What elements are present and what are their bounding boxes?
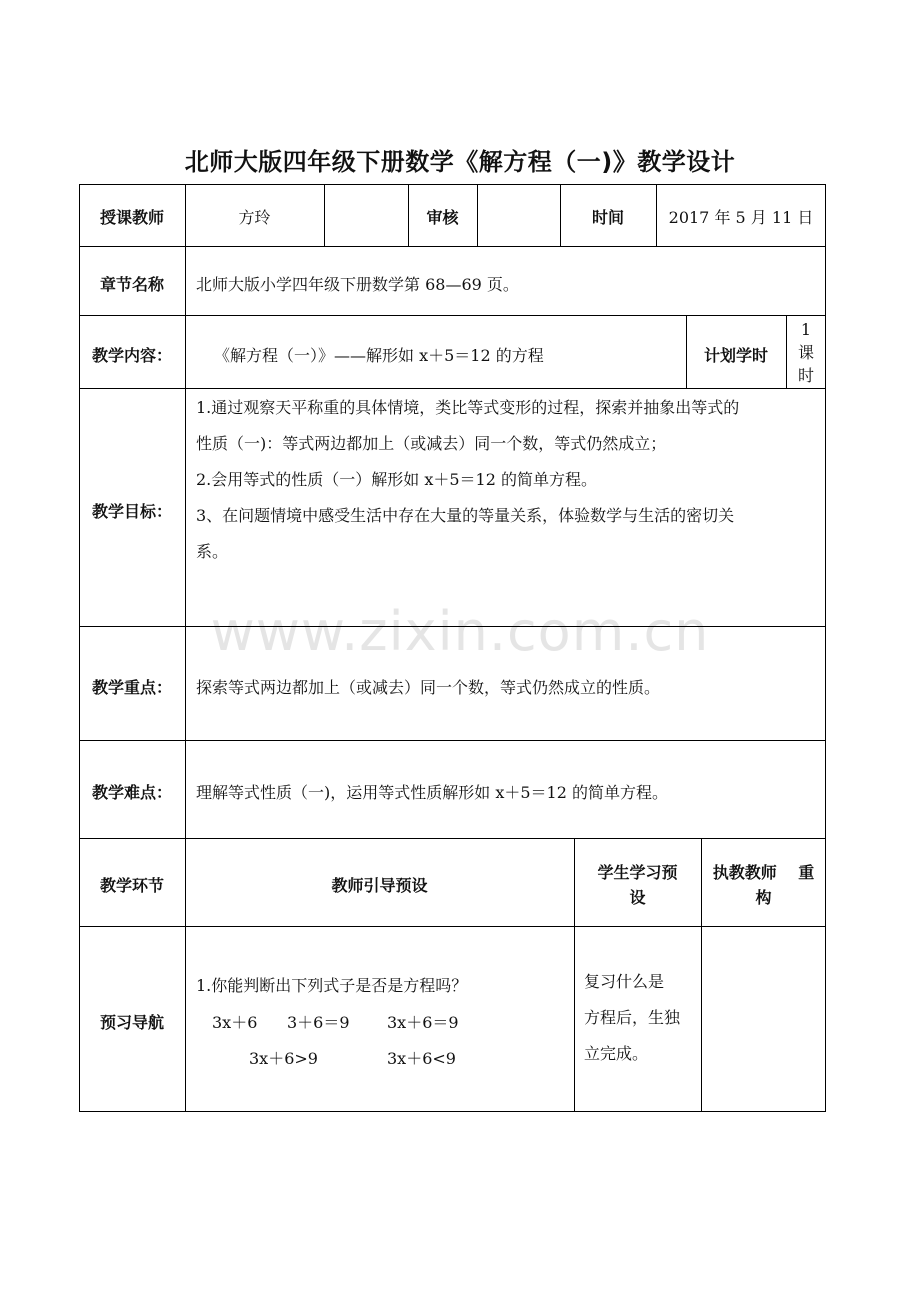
preview-question: 1.你能判断出下列式子是否是方程吗？ xyxy=(196,976,468,995)
content-value: 《解方程（一）》——解形如 x＋5＝12 的方程 xyxy=(214,346,544,365)
equation-item: 3＋6＝9 xyxy=(287,1013,350,1032)
watermark: www.zixin.com.cn xyxy=(210,600,710,663)
student-plan-column-header: 学生学习预 设 xyxy=(597,863,678,907)
equation-item: 3x＋6>9 xyxy=(249,1049,318,1068)
review-label: 审核 xyxy=(426,208,459,227)
chapter-label: 章节名称 xyxy=(99,275,164,294)
student-plan-text: 复习什么是 方程后，生独 立完成。 xyxy=(584,972,681,1063)
objectives-label: 教学目标： xyxy=(91,502,172,521)
difficulty-value: 理解等式性质（一)，运用等式性质解形如 x＋5＝12 的简单方程。 xyxy=(196,783,668,802)
stage-column-header: 教学环节 xyxy=(99,876,164,895)
row-divider xyxy=(79,246,825,247)
row-divider xyxy=(79,388,825,389)
document-title: 北师大版四年级下册数学《解方程（一)》教学设计 xyxy=(184,148,736,176)
difficulty-label: 教学难点： xyxy=(91,783,172,802)
plan-hours-value: 1 课 时 xyxy=(797,320,814,385)
objectives-text: 1.通过观察天平称重的具体情境，类比等式变形的过程，探索并抽象出等式的 性质（一)：等式两边都加上（或减去）同一个数，等式仍然成立； 2.会用等式的性质（一）解形如 x＋5＝12 的简单方程。 3、在问题情境中感受生活中存在大量的等量关系，体验数学与生活的密切关 系。 xyxy=(196,398,740,561)
preview-label: 预习导航 xyxy=(99,1013,164,1032)
column-divider xyxy=(185,184,186,1111)
row-divider xyxy=(79,626,825,627)
teacher-guidance-column-header: 教师引导预设 xyxy=(331,876,428,895)
key-point-label: 教学重点： xyxy=(91,678,172,697)
row-divider xyxy=(79,740,825,741)
teacher-value: 方玲 xyxy=(238,208,271,227)
column-divider xyxy=(324,184,325,246)
key-point-value: 探索等式两边都加上（或减去）同一个数，等式仍然成立的性质。 xyxy=(196,678,661,697)
column-divider xyxy=(477,184,478,246)
row-divider xyxy=(79,838,825,839)
equation-item: 3x＋6<9 xyxy=(387,1049,456,1068)
plan-hours-label: 计划学时 xyxy=(703,346,768,365)
content-label: 教学内容： xyxy=(91,346,172,365)
equation-item: 3x＋6 xyxy=(212,1013,258,1032)
row-divider xyxy=(79,926,825,927)
time-label: 时间 xyxy=(591,208,624,227)
teacher-label: 授课教师 xyxy=(99,208,164,227)
chapter-value: 北师大版小学四年级下册数学第 68—69 页。 xyxy=(196,275,519,294)
equation-item: 3x＋6＝9 xyxy=(387,1013,459,1032)
time-value: 2017 年 5 月 11 日 xyxy=(668,208,814,227)
teacher-rebuild-column-header: 执教教师 重 构 xyxy=(712,863,815,907)
row-divider xyxy=(79,315,825,316)
